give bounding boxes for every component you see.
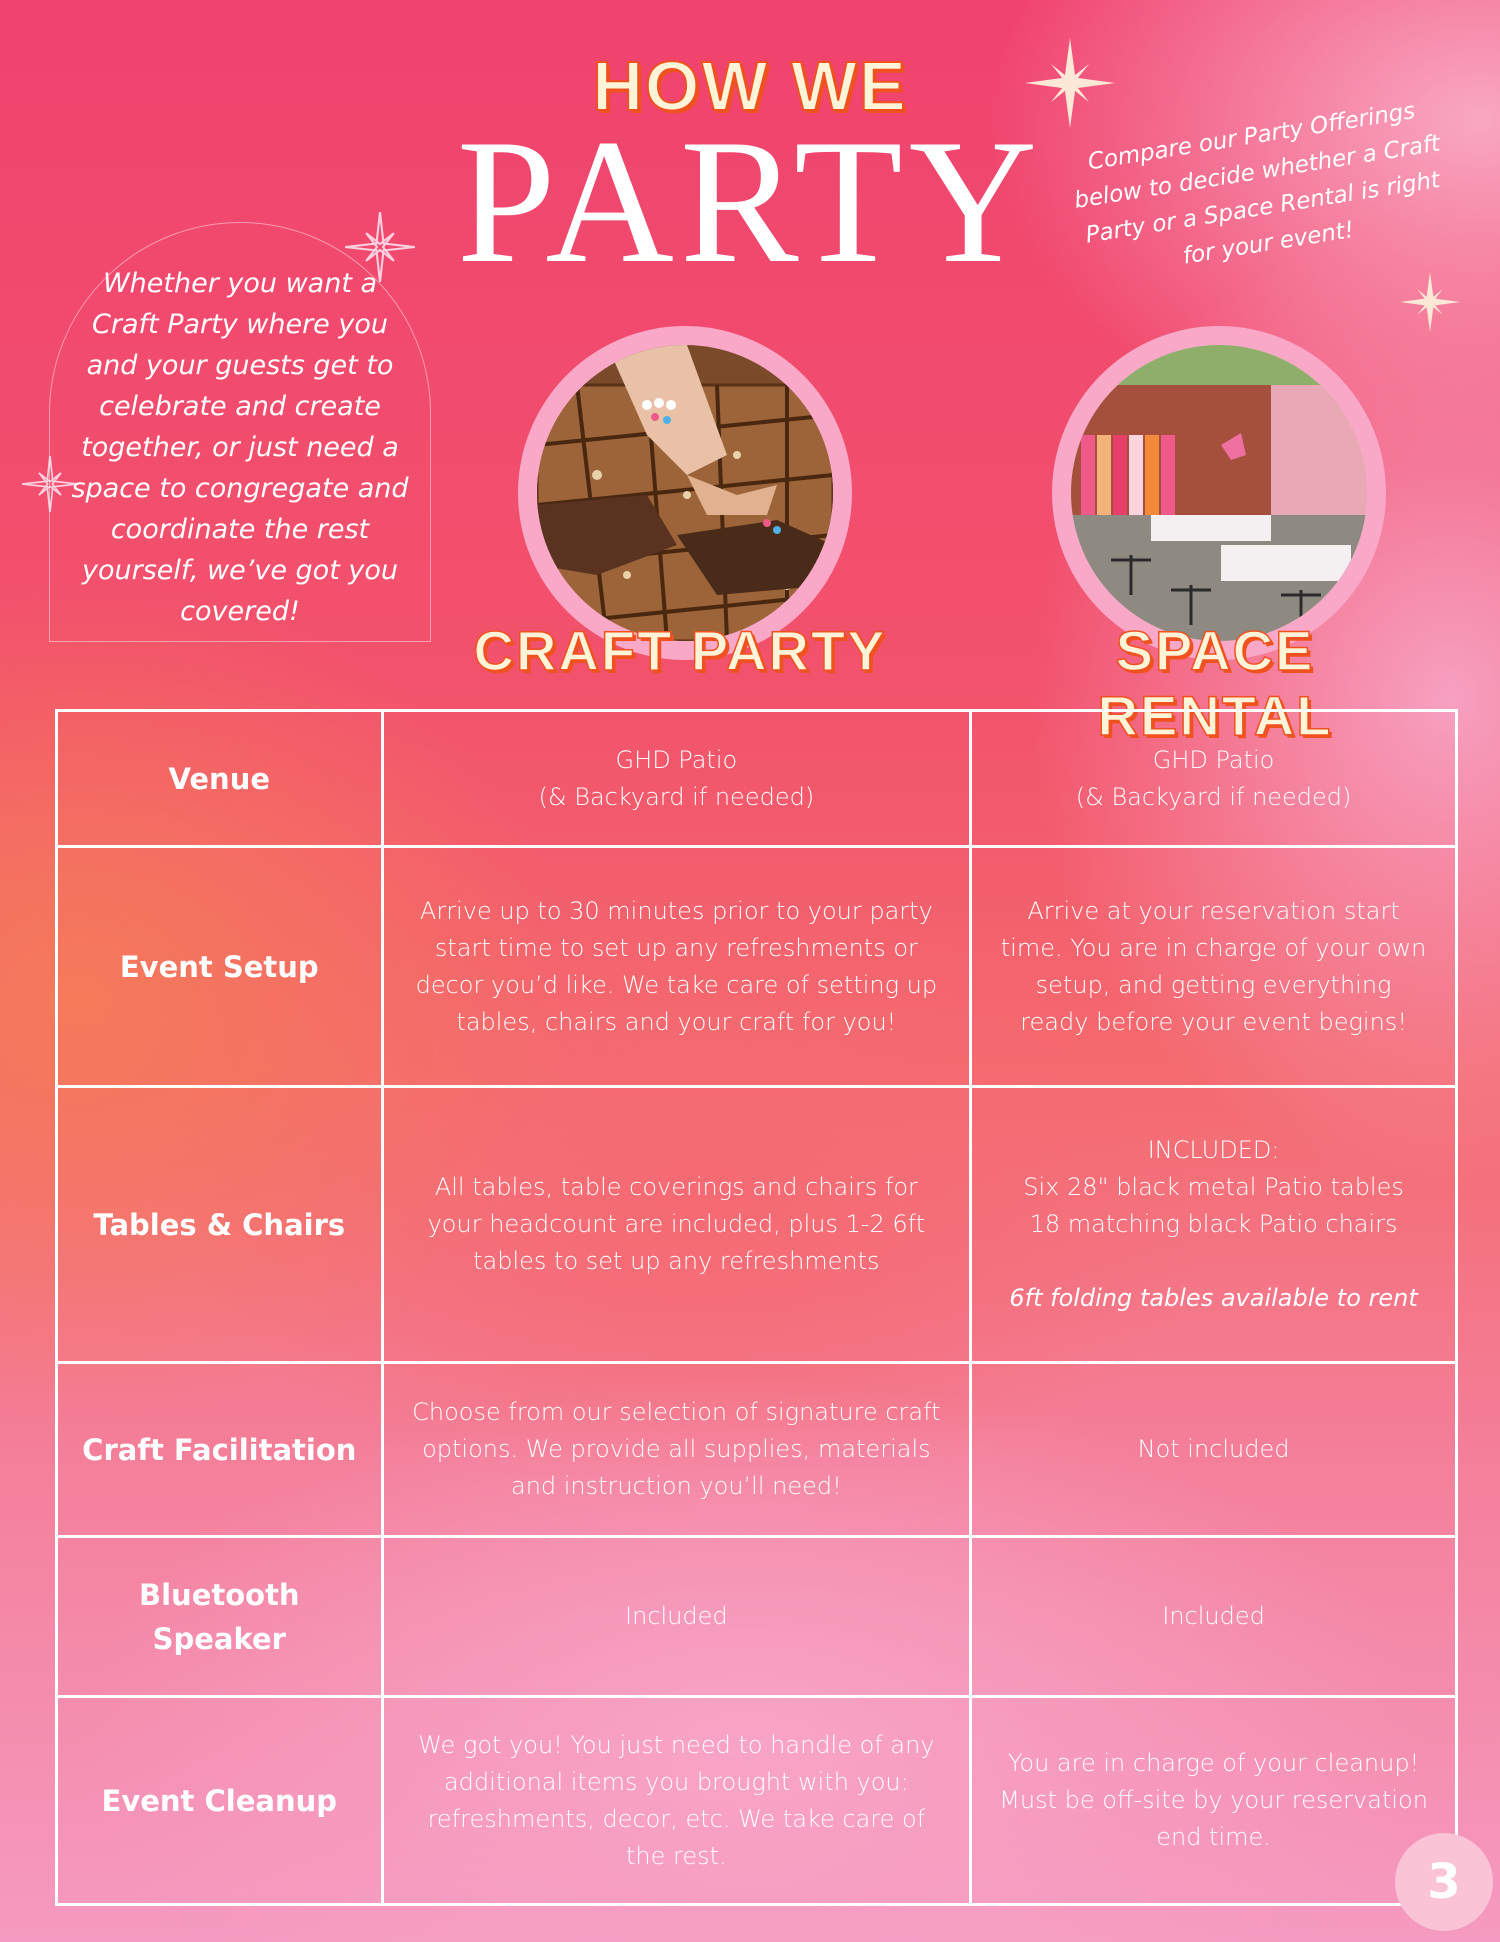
page-number: 3 — [1395, 1833, 1493, 1931]
intro-text: Whether you want a Craft Party where you and your guests get to celebrate and create together, or just need a space to congregate and coordinate the rest yourself, we’ve got you covered! — [71, 267, 409, 627]
row-label: Venue — [57, 711, 383, 847]
row-label: Event Cleanup — [57, 1697, 383, 1905]
line: GHD Patio — [1152, 745, 1275, 774]
craft-party-photo — [518, 326, 852, 660]
line: (& Backyard if needed) — [1075, 782, 1352, 811]
space-rental-photo — [1052, 326, 1386, 660]
table-row — [57, 1537, 1457, 1697]
row-label: Craft Facilitation — [57, 1363, 383, 1537]
compare-note: Compare our Party Offerings below to decide whether a Craft Party or a Space Rental is right for your event! — [1072, 97, 1442, 270]
rental-note: 6ft folding tables available to rent — [1009, 1284, 1418, 1312]
space-rental-value: Included — [971, 1537, 1457, 1697]
craft-party-value — [382, 711, 971, 847]
line: INCLUDED: — [1147, 1136, 1280, 1164]
row-label: Tables & Chairs — [57, 1087, 383, 1363]
table-row — [57, 847, 1457, 1087]
craft-party-value: We got you! You just need to handle of any additional items you brought with you: refreshments, decor, etc. We take care of the rest. — [382, 1697, 971, 1905]
table-row — [57, 1087, 1457, 1363]
craft-party-title: CRAFT PARTY — [473, 619, 887, 682]
space-rental-value: Not included — [971, 1363, 1457, 1537]
line: (& Backyard if needed) — [538, 782, 815, 811]
craft-party-value: Choose from our selection of signature craft options. We provide all supplies, materials and instruction you’ll need! — [382, 1363, 971, 1537]
sparkle-icon — [1400, 272, 1460, 332]
intro-arch — [49, 222, 431, 642]
table-row — [57, 711, 1457, 847]
space-rental-value — [971, 1087, 1457, 1363]
space-rental-title: SPACE RENTAL — [1097, 619, 1333, 747]
line: 18 matching black Patio chairs — [1029, 1210, 1398, 1238]
spacer — [998, 1243, 1429, 1280]
line: GHD Patio — [615, 745, 738, 774]
space-rental-value — [971, 711, 1457, 847]
table-row — [57, 1697, 1457, 1905]
craft-party-value: All tables, table coverings and chairs for your headcount are included, plus 1-2 6ft tables to set up any refreshments — [382, 1087, 971, 1363]
line: Six 28" black metal Patio tables — [1023, 1173, 1404, 1201]
space-rental-value: You are in charge of your cleanup! Must be off-site by your reservation end time. — [971, 1697, 1457, 1905]
row-label: Event Setup — [57, 847, 383, 1087]
space-rental-value: Arrive at your reservation start time. You are in charge of your own setup, and getting everything ready before your event begins! — [971, 847, 1457, 1087]
craft-party-value: Arrive up to 30 minutes prior to your party start time to set up any refreshments or decor you’d like. We take care of setting up tables, chairs and your craft for you! — [382, 847, 971, 1087]
comparison-table — [55, 709, 1458, 1906]
title-how-we: HOW WE — [592, 47, 908, 125]
title-party: PARTY — [456, 102, 1044, 300]
table-row — [57, 1363, 1457, 1537]
sparkle-icon — [1025, 38, 1115, 128]
space-rental-image — [1071, 345, 1367, 641]
row-label: Bluetooth Speaker — [57, 1537, 383, 1697]
craft-party-image — [537, 345, 833, 641]
craft-party-value: Included — [382, 1537, 971, 1697]
